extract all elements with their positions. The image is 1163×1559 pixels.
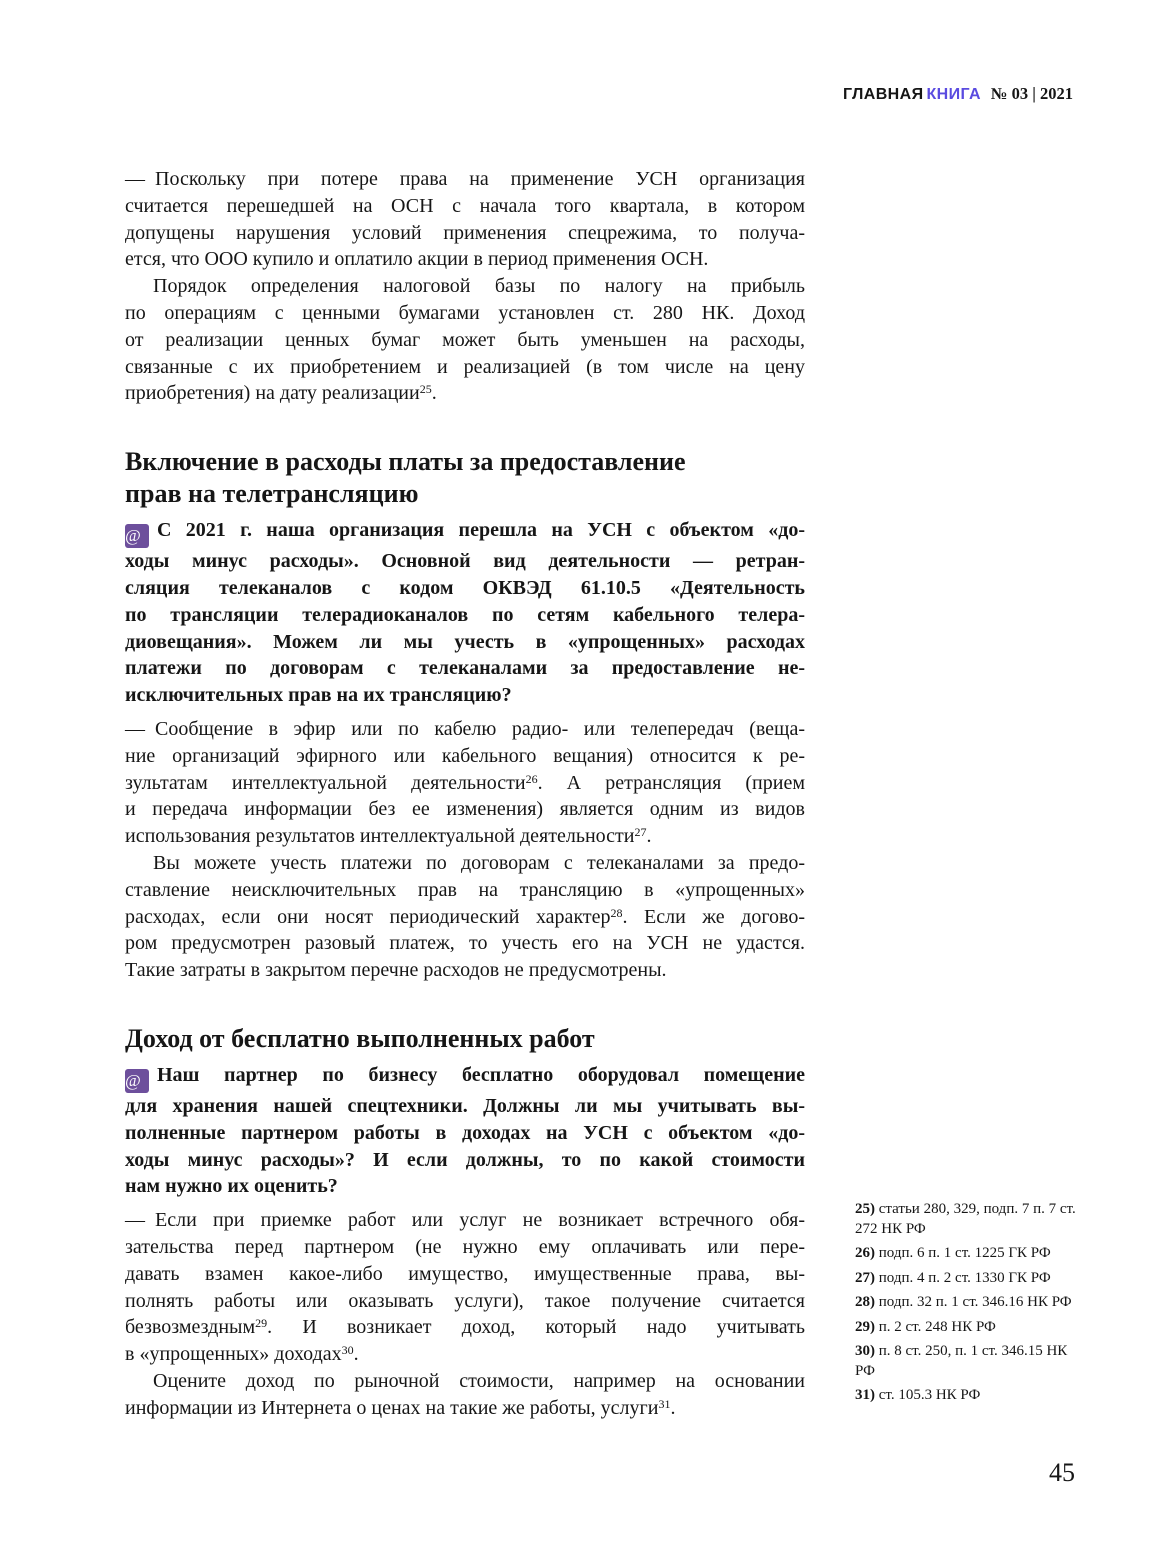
text-line: Вы можете учесть платежи по договорам с телеканалами за предо- xyxy=(153,851,805,874)
text-line: ходы минус расходы». Основной вид деятельности — ретран- xyxy=(125,550,805,573)
text-line: использования результатов интеллектуальной деятельности$^{27}$. xyxy=(125,825,652,848)
section-heading xyxy=(125,446,805,510)
footnote-item xyxy=(855,1200,1089,1239)
footnote-text: ст. 105.3 НК РФ xyxy=(875,1387,981,1403)
text-line: и передача информации без ее изменения) является одним из видов xyxy=(125,798,805,821)
answer-block xyxy=(125,166,805,407)
footnote-number: 26) xyxy=(855,1245,875,1261)
at-icon: @ xyxy=(125,1069,149,1093)
text-line: сляция телеканалов с кодом ОКВЭД 61.10.5 «Деятельность xyxy=(125,576,805,599)
text-line: допущены нарушения условий применения спецрежима, то получа- xyxy=(125,221,805,244)
footnote-text: подп. 4 п. 2 ст. 1330 ГК РФ xyxy=(875,1269,1051,1286)
article-content xyxy=(125,166,805,1421)
section-heading xyxy=(125,1023,805,1055)
footnote-number: 30) xyxy=(855,1343,875,1359)
issue-number: № 03 | 2021 xyxy=(990,84,1073,103)
text-line: по трансляции телерадиоканалов по сетям кабельного телера- xyxy=(125,603,805,626)
footnote-text: статьи 280, 329, подп. 7 п. 7 ст. 272 НК РФ xyxy=(855,1201,1076,1237)
text-line: — Поскольку при потере права на применение УСН организация xyxy=(125,168,805,190)
footnote-item xyxy=(855,1293,1089,1313)
footnote-item xyxy=(855,1342,1089,1381)
heading-line: прав на телетрансляцию xyxy=(125,479,419,509)
footnote-item xyxy=(855,1244,1089,1264)
text-line: Порядок определения налоговой базы по налогу на прибыль xyxy=(153,275,805,298)
page-number: 45 xyxy=(1049,1458,1075,1487)
text-line: в «упрощенных» доходах$^{30}$. xyxy=(125,1343,359,1366)
text-line: платежи по договорам с телеканалами за предоставление не- xyxy=(125,657,805,680)
footnote-text: подп. 32 п. 1 ст. 346.16 НК РФ xyxy=(875,1294,1072,1310)
text-line: зультатам интеллектуальной деятельности$^{26}$. А ретрансляция (прием xyxy=(125,771,805,794)
text-line: информации из Интернета о ценах на такие же работы, услуги$^{31}$. xyxy=(125,1396,676,1419)
text-line: считается перешедшей на ОСН с начала того квартала, в котором xyxy=(125,194,805,217)
footnote-item xyxy=(855,1269,1089,1289)
text-line: Такие затраты в закрытом перечне расходов не предусмотрены. xyxy=(125,959,667,982)
text-line: Оцените доход по рыночной стоимости, например на основании xyxy=(153,1369,805,1392)
question-block xyxy=(125,1062,805,1200)
text-line: @ Наш партнер по бизнесу бесплатно оборудовал помещение xyxy=(125,1062,805,1093)
text-line: диовещания». Можем ли мы учесть в «упрощенных» расходах xyxy=(125,630,805,653)
magazine-title-accent: КНИГА xyxy=(926,86,981,103)
text-line: приобретения) на дату реализации$^{25}$. xyxy=(125,382,437,405)
text-line: полненные партнером работы в доходах на УСН с объектом «до- xyxy=(125,1121,805,1144)
text-line: для хранения нашей спецтехники. Должны ли мы учитывать вы- xyxy=(125,1094,805,1117)
text-line: безвозмездным$^{29}$. И возникает доход, который надо учитывать xyxy=(125,1316,805,1339)
text-line: нам нужно их оценить? xyxy=(125,1175,338,1198)
text-line: зательства перед партнером (не нужно ему оплачивать или пере- xyxy=(125,1235,805,1258)
footnote-ref: 30 xyxy=(341,1343,354,1358)
at-icon: @ xyxy=(125,524,149,548)
text-line: ром предусмотрен разовый платеж, то учесть его на УСН не удастся. xyxy=(125,932,805,955)
text-line: ние организаций эфирного или кабельного вещания) относится к ре- xyxy=(125,744,805,767)
heading-line: Доход от бесплатно выполненных работ xyxy=(125,1023,595,1053)
heading-line: Включение в расходы платы за предоставление xyxy=(125,447,686,477)
magazine-title-main: ГЛАВНАЯ xyxy=(843,86,924,103)
footnote-text: подп. 6 п. 1 ст. 1225 ГК РФ xyxy=(875,1245,1051,1261)
footnote-ref: 29 xyxy=(255,1316,268,1331)
text-line: @ С 2021 г. наша организация перешла на УСН с объектом «до- xyxy=(125,517,805,548)
footnotes-sidebar xyxy=(855,1200,1089,1411)
text-line: связанные с их приобретением и реализацией (в том числе на цену xyxy=(125,355,805,378)
footnote-number: 27) xyxy=(855,1269,875,1286)
answer-block xyxy=(125,1207,805,1421)
text-line: — Сообщение в эфир или по кабелю радио- или телепередач (веща- xyxy=(125,717,805,740)
text-line: расходах, если они носят периодический характер$^{28}$. Если же догово- xyxy=(125,905,805,928)
footnote-ref: 31 xyxy=(658,1396,671,1411)
footnote-item xyxy=(855,1386,1089,1406)
footnote-text: п. 8 ст. 250, п. 1 ст. 346.15 НК РФ xyxy=(855,1343,1068,1379)
text-line: ется, что ООО купило и оплатило акции в период применения ОСН. xyxy=(125,248,709,271)
text-line: — Если при приемке работ или услуг не возникает встречного обя- xyxy=(125,1209,805,1232)
question-block xyxy=(125,517,805,709)
answer-block xyxy=(125,716,805,984)
text-line: от реализации ценных бумаг может быть уменьшен на расходы, xyxy=(125,328,805,351)
footnote-ref: 25 xyxy=(419,382,432,397)
text-line: по операциям с ценными бумагами установлен ст. 280 НК. Доход xyxy=(125,301,805,324)
footnote-number: 29) xyxy=(855,1318,875,1335)
page-header xyxy=(843,85,1073,104)
text-line: полнять работы или оказывать услуги), такое получение считается xyxy=(125,1289,805,1312)
footnote-number: 31) xyxy=(855,1387,875,1403)
footnote-number: 28) xyxy=(855,1294,875,1310)
footnote-text: п. 2 ст. 248 НК РФ xyxy=(875,1318,996,1335)
text-line: исключительных прав на их трансляцию? xyxy=(125,684,512,707)
footnote-ref: 27 xyxy=(634,825,647,840)
text-line: ставление неисключительных прав на трансляцию в «упрощенных» xyxy=(125,878,805,901)
footnote-number: 25) xyxy=(855,1201,875,1217)
text-line: ходы минус расходы»? И если должны, то по какой стоимости xyxy=(125,1148,805,1171)
footnote-ref: 28 xyxy=(610,905,623,920)
footnote-item xyxy=(855,1318,1089,1338)
footnote-ref: 26 xyxy=(525,771,538,786)
text-line: давать взамен какое-либо имущество, имущественные права, вы- xyxy=(125,1262,805,1285)
